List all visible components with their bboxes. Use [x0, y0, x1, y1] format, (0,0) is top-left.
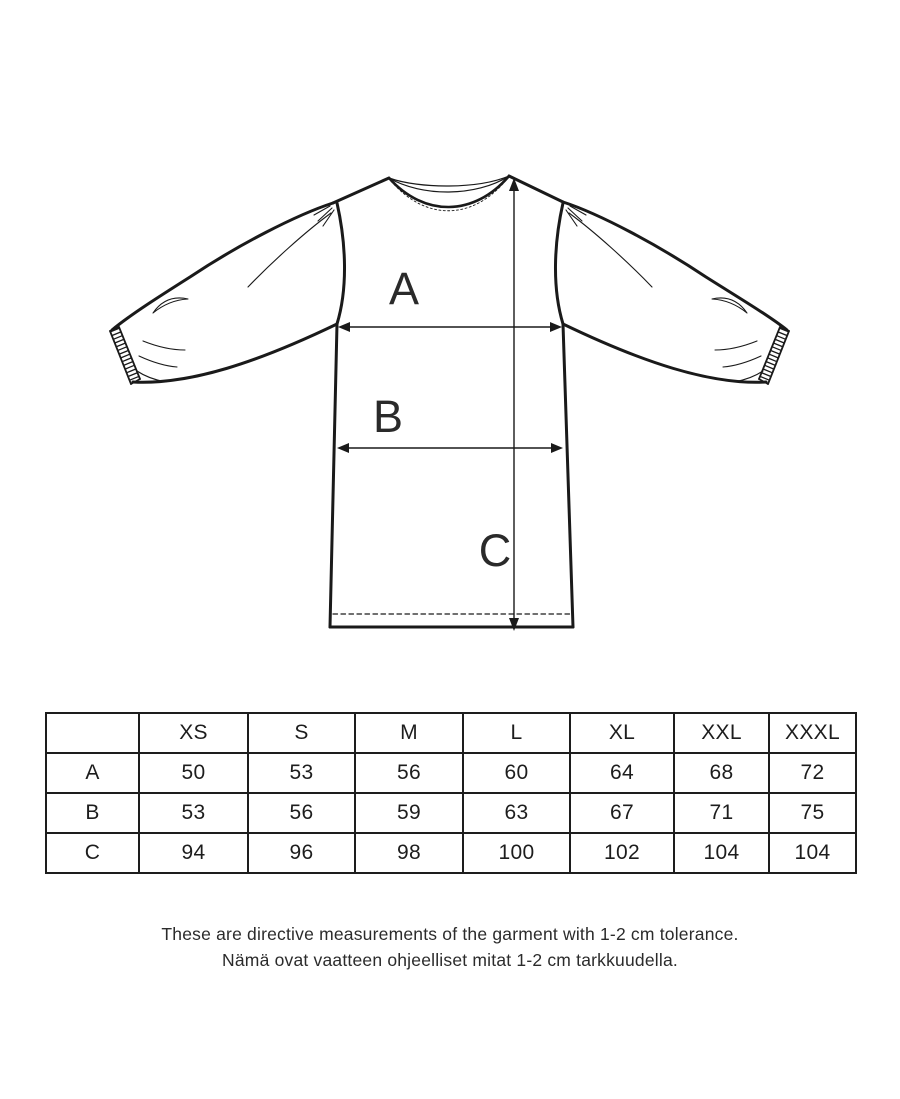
table-row-a [46, 753, 856, 793]
measurement-cell: 67 [570, 793, 674, 833]
measurement-cell: 56 [355, 753, 463, 793]
measure-label-waist: B [372, 391, 404, 442]
column-header-s: S [248, 713, 355, 753]
left-sleeve-folds [137, 206, 334, 382]
measurement-cell: 68 [674, 753, 769, 793]
size-table [45, 712, 857, 874]
measure-label-chest: A [388, 263, 420, 314]
measurement-cell: 56 [248, 793, 355, 833]
column-header-m: M [355, 713, 463, 753]
right-cuff [759, 327, 789, 384]
measurement-cell: 53 [248, 753, 355, 793]
table-row-c [46, 833, 856, 873]
measurement-cell: 71 [674, 793, 769, 833]
measurement-cell: 64 [570, 753, 674, 793]
measurement-cell: 53 [139, 793, 248, 833]
column-header-xxxl: XXXL [769, 713, 856, 753]
neckline [389, 176, 509, 211]
column-header-xs: XS [139, 713, 248, 753]
table-header-row [46, 713, 856, 753]
measurement-cell: 72 [769, 753, 856, 793]
tolerance-note-en: These are directive measurements of the garment with 1-2 cm tolerance. [161, 924, 739, 944]
column-header-xl: XL [570, 713, 674, 753]
measure-arrow-chest [338, 322, 562, 332]
measurement-cell: 104 [769, 833, 856, 873]
measurement-cell: 60 [463, 753, 570, 793]
body-outline [330, 176, 573, 627]
measure-label-length: C [478, 525, 512, 576]
row-label: C [46, 833, 139, 873]
measurement-cell: 100 [463, 833, 570, 873]
measurement-cell: 63 [463, 793, 570, 833]
measurement-cell: 104 [674, 833, 769, 873]
measurement-cell: 59 [355, 793, 463, 833]
table-row-b [46, 793, 856, 833]
column-header-l: L [463, 713, 570, 753]
row-label: B [46, 793, 139, 833]
measurement-cell: 98 [355, 833, 463, 873]
measure-arrow-waist [337, 443, 563, 453]
right-sleeve [563, 202, 789, 384]
tolerance-note [0, 921, 900, 973]
measurement-cell: 96 [248, 833, 355, 873]
tolerance-note-fi: Nämä ovat vaatteen ohjeelliset mitat 1-2 cm tarkkuudella. [222, 950, 678, 970]
row-label: A [46, 753, 139, 793]
measurement-cell: 102 [570, 833, 674, 873]
measurement-cell: 75 [769, 793, 856, 833]
measurement-cell: 94 [139, 833, 248, 873]
corner-cell [46, 713, 139, 753]
left-sleeve [110, 203, 337, 384]
left-cuff [110, 327, 140, 384]
size-table-section [45, 712, 855, 874]
measurement-cell: 50 [139, 753, 248, 793]
column-header-xxl: XXL [674, 713, 769, 753]
